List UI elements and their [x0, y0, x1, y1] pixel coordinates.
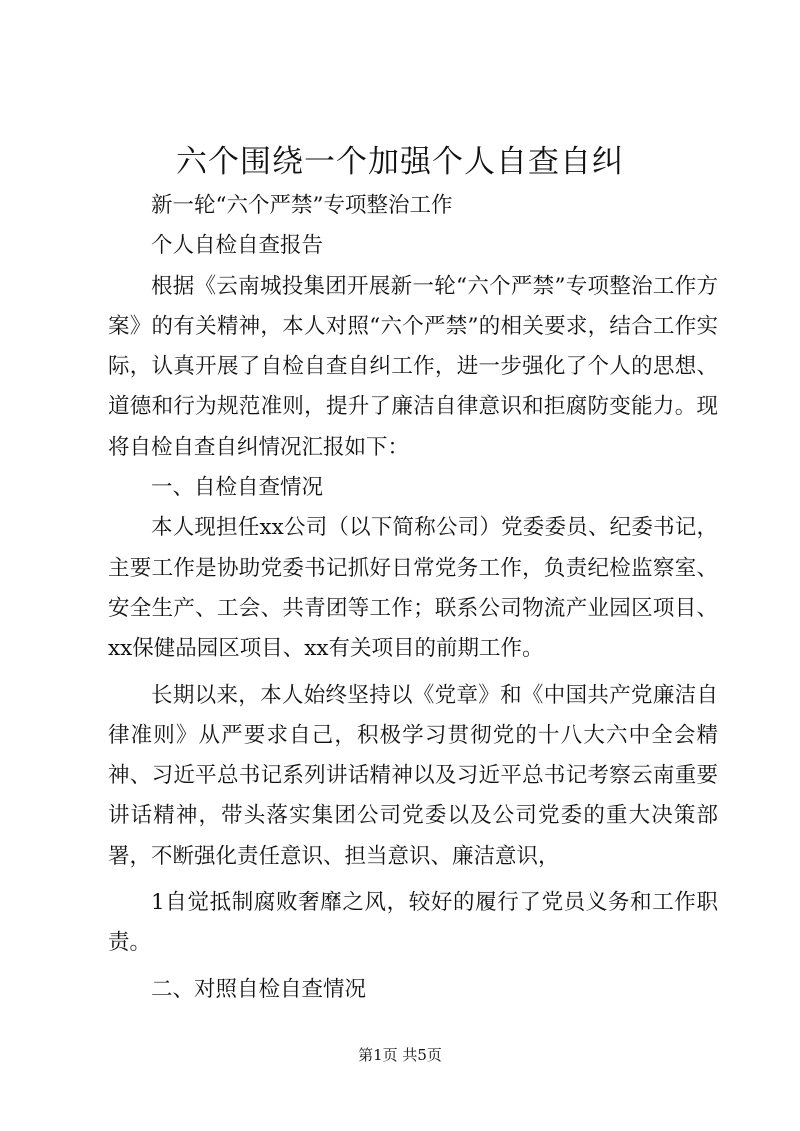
commitment-paragraph: 长期以来，本人始终坚持以《党章》和《中国共产党廉洁自律准则》从严要求自己，积极学习贯彻党的十八大六中全会精神、习近平总书记系列讲话精神以及习近平总书记考察云南重要讲话精神，带头落实集团公司党委以及公司党委的重大决策部署，不断强化责任意识、担当意识、廉洁意识，	[108, 682, 718, 869]
section-heading-1: 一、自检自查情况	[151, 475, 324, 501]
document-title: 六个围绕一个加强个人自查自纠	[176, 144, 624, 180]
position-paragraph: 本人现担任xx公司（以下简称公司）党委委员、纪委书记，主要工作是协助党委书记抓好日常党务工作，负责纪检监察室、安全生产、工会、共青团等工作；联系公司物流产业园区项目、xx保健品园区项目、xx有关项目的前期工作。	[108, 515, 718, 662]
section-heading-2: 二、对照自检自查情况	[151, 976, 367, 1002]
document-body	[108, 186, 718, 1010]
page-footer: 第1页 共5页	[358, 1046, 442, 1064]
intro-paragraph: 根据《云南城投集团开展新一轮“六个严禁”专项整治工作方案》的有关精神，本人对照“六个严禁”的相关要求，结合工作实际，认真开展了自检自查自纠工作，进一步强化了个人的思想、道德和行为规范准则，提升了廉洁自律意识和拒腐防变能力。现将自检自查自纠情况汇报如下：	[108, 273, 718, 460]
subtitle-line-2: 个人自检自查报告	[151, 233, 324, 259]
item-paragraph-1: 1自觉抵制腐败奢靡之风，较好的履行了党员义务和工作职责。	[108, 890, 718, 956]
subtitle-line-1: 新一轮“六个严禁”专项整治工作	[151, 193, 453, 218]
